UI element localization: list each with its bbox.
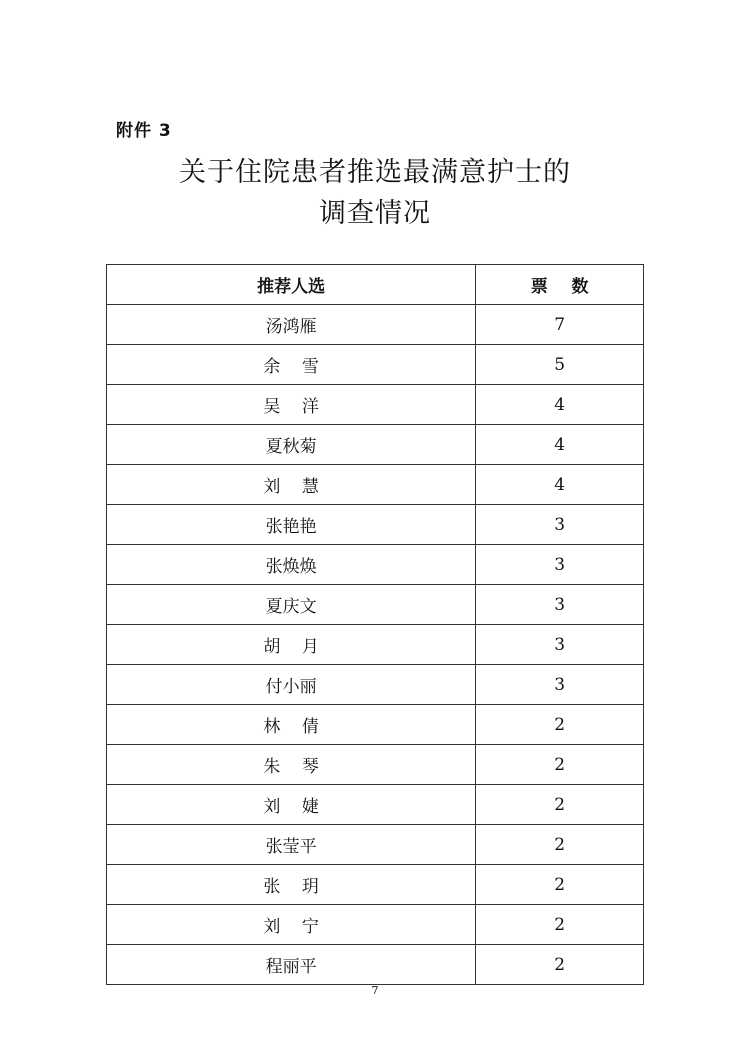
vote-count: 2 xyxy=(476,865,644,905)
vote-table xyxy=(106,264,644,985)
vote-count: 4 xyxy=(476,385,644,425)
candidate-name: 余 雪 xyxy=(107,345,476,385)
candidate-name: 夏秋菊 xyxy=(107,425,476,465)
vote-count: 5 xyxy=(476,345,644,385)
vote-count: 2 xyxy=(476,785,644,825)
table-row xyxy=(107,785,644,825)
candidate-name: 张艳艳 xyxy=(107,505,476,545)
table-row xyxy=(107,385,644,425)
candidate-name: 林 倩 xyxy=(107,705,476,745)
vote-count: 2 xyxy=(476,745,644,785)
vote-count: 3 xyxy=(476,545,644,585)
candidate-name: 刘 婕 xyxy=(107,785,476,825)
table-row xyxy=(107,625,644,665)
candidate-name: 张焕焕 xyxy=(107,545,476,585)
candidate-name: 刘 慧 xyxy=(107,465,476,505)
table-row xyxy=(107,665,644,705)
table-row xyxy=(107,705,644,745)
vote-count: 7 xyxy=(476,305,644,345)
document-title-line-1: 关于住院患者推选最满意护士的 xyxy=(179,157,571,188)
table-row xyxy=(107,585,644,625)
candidate-name: 张 玥 xyxy=(107,865,476,905)
candidate-name: 吴 洋 xyxy=(107,385,476,425)
table-header-row xyxy=(107,265,644,305)
attachment-label: 附件 3 xyxy=(116,121,172,141)
table-row xyxy=(107,425,644,465)
candidate-name: 刘 宁 xyxy=(107,905,476,945)
vote-count: 4 xyxy=(476,425,644,465)
table-row xyxy=(107,905,644,945)
table-row xyxy=(107,505,644,545)
vote-count: 2 xyxy=(476,905,644,945)
vote-count: 2 xyxy=(476,705,644,745)
table-row xyxy=(107,865,644,905)
table-row xyxy=(107,345,644,385)
table-row xyxy=(107,945,644,985)
header-votes: 票 数 xyxy=(476,265,644,305)
vote-count: 2 xyxy=(476,945,644,985)
document-title-line-2: 调查情况 xyxy=(319,198,431,229)
vote-count: 3 xyxy=(476,505,644,545)
table-row xyxy=(107,465,644,505)
vote-count: 3 xyxy=(476,625,644,665)
table-row xyxy=(107,825,644,865)
page-number: 7 xyxy=(371,984,379,997)
table-row xyxy=(107,305,644,345)
candidate-name: 夏庆文 xyxy=(107,585,476,625)
candidate-name: 汤鸿雁 xyxy=(107,305,476,345)
candidate-name: 朱 琴 xyxy=(107,745,476,785)
vote-count: 2 xyxy=(476,825,644,865)
candidate-name: 付小丽 xyxy=(107,665,476,705)
table-row xyxy=(107,545,644,585)
vote-count: 3 xyxy=(476,585,644,625)
candidate-name: 胡 月 xyxy=(107,625,476,665)
table-row xyxy=(107,745,644,785)
vote-count: 4 xyxy=(476,465,644,505)
header-candidate: 推荐人选 xyxy=(107,265,476,305)
candidate-name: 张莹平 xyxy=(107,825,476,865)
candidate-name: 程丽平 xyxy=(107,945,476,985)
vote-count: 3 xyxy=(476,665,644,705)
